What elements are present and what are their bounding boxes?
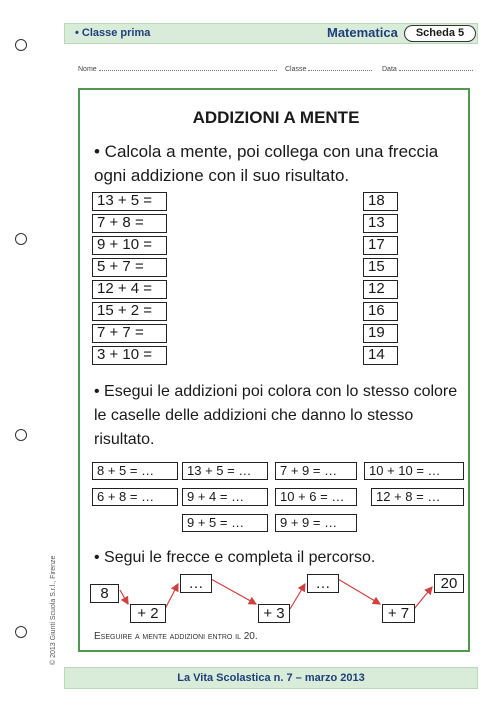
addition-box[interactable]: 9 + 10 = (92, 236, 167, 255)
class-label: Classe (285, 66, 307, 73)
result-box[interactable]: 16 (363, 302, 398, 321)
path-step-box: + 3 (258, 604, 290, 623)
addition-box[interactable]: 13 + 5 = (92, 192, 167, 211)
addition-box[interactable]: 5 + 7 = (92, 258, 167, 277)
binder-hole (15, 626, 27, 638)
sheet-badge: Scheda 5 (404, 25, 476, 42)
result-box[interactable]: 17 (363, 236, 398, 255)
learning-objective: Eseguire a mente addizioni entro il 20. (94, 631, 258, 642)
date-label: Data (382, 66, 397, 73)
path-start-box: 8 (90, 584, 119, 603)
result-box[interactable]: 18 (363, 192, 398, 211)
path-step-box: + 2 (130, 604, 166, 623)
addition-box[interactable]: 12 + 4 = (92, 280, 167, 299)
result-box[interactable]: 12 (363, 280, 398, 299)
color-addition-box[interactable]: 12 + 8 = … (371, 488, 464, 506)
result-box[interactable]: 15 (363, 258, 398, 277)
name-label: Nome (78, 66, 97, 73)
color-addition-box[interactable]: 9 + 5 = … (182, 514, 268, 532)
addition-box[interactable]: 7 + 7 = (92, 324, 167, 343)
result-box[interactable]: 13 (363, 214, 398, 233)
page-title: ADDIZIONI A MENTE (192, 108, 360, 127)
path-end-box: 20 (434, 574, 464, 593)
color-addition-box[interactable]: 10 + 6 = … (275, 488, 357, 506)
addition-box[interactable]: 7 + 8 = (92, 214, 167, 233)
class-field (285, 64, 372, 73)
color-addition-box[interactable]: 6 + 8 = … (92, 488, 178, 506)
footer-bar: La Vita Scolastica n. 7 – marzo 2013 (64, 667, 478, 689)
copyright-credit: © 2013 Giunti Scuola S.r.l., Firenze (50, 555, 57, 665)
addition-box[interactable]: 15 + 2 = (92, 302, 167, 321)
binder-hole (15, 233, 27, 245)
color-addition-box[interactable]: 10 + 10 = … (364, 462, 464, 480)
path-arrows (80, 90, 472, 654)
color-addition-box[interactable]: 13 + 5 = … (182, 462, 268, 480)
header-bar (64, 23, 478, 44)
color-addition-box[interactable]: 9 + 4 = … (182, 488, 268, 506)
worksheet-frame (78, 88, 470, 652)
date-field (382, 64, 473, 73)
color-addition-box[interactable]: 9 + 9 = … (275, 514, 357, 532)
subject-label: Matematica (327, 25, 398, 40)
result-box[interactable]: 19 (363, 324, 398, 343)
name-field (78, 64, 277, 73)
exercise2-instruction: • Esegui le addizioni poi colora con lo stesso colore le caselle delle addizioni che danno lo stesso risultato. (94, 383, 458, 448)
result-box[interactable]: 14 (363, 346, 398, 365)
exercise1-instruction: • Calcola a mente, poi collega con una freccia ogni addizione con il suo risultato. (94, 142, 439, 185)
path-blank-box[interactable]: … (180, 574, 212, 593)
exercise3-instruction: • Segui le frecce e completa il percorso. (94, 549, 376, 566)
color-addition-box[interactable]: 8 + 5 = … (92, 462, 178, 480)
color-addition-box[interactable]: 7 + 9 = … (275, 462, 357, 480)
addition-box[interactable]: 3 + 10 = (92, 346, 167, 365)
path-step-box: + 7 (382, 604, 415, 623)
path-blank-box[interactable]: … (307, 574, 339, 593)
grade-label: • Classe prima (75, 27, 151, 39)
binder-hole (15, 39, 27, 51)
binder-hole (15, 429, 27, 441)
